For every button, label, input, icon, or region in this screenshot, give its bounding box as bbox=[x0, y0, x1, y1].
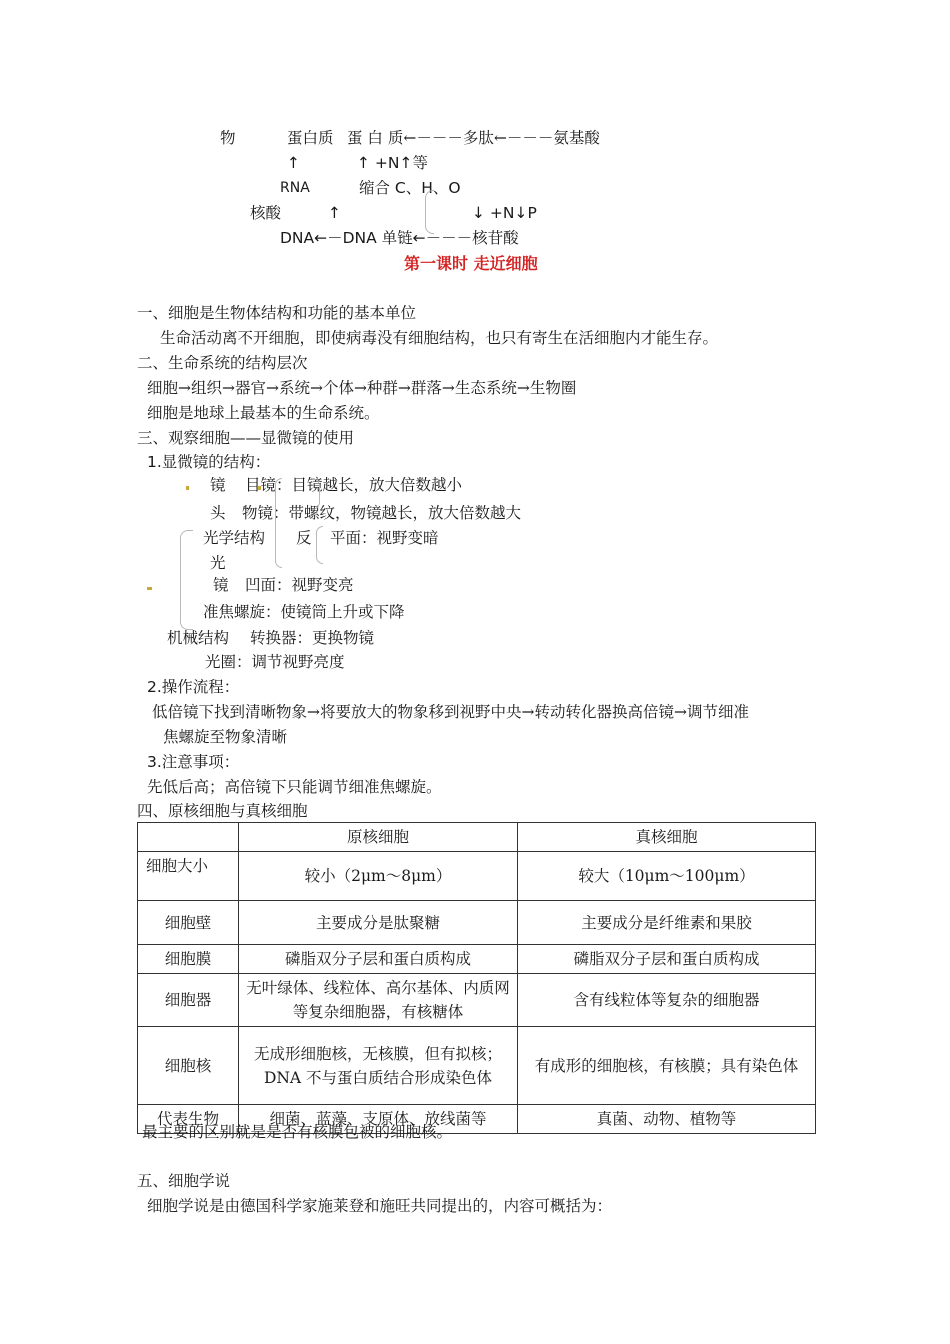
section-3-sub2: 2.操作流程： bbox=[147, 678, 240, 696]
ms-concave: 凹面：视野变亮 bbox=[245, 576, 354, 594]
table-cell: 磷脂双分子层和蛋白质构成 bbox=[518, 945, 816, 974]
mark-dot bbox=[147, 587, 152, 590]
table-cell: 主要成分是纤维素和果胶 bbox=[518, 901, 816, 945]
table-row-header: 细胞壁 bbox=[138, 901, 239, 945]
diagram-brace bbox=[425, 190, 434, 234]
ms-objective: 物镜：带螺纹，物镜越长，放大倍数越大 bbox=[242, 504, 522, 522]
table-cell: 细菌、蓝藻、支原体、放线菌等 bbox=[239, 1105, 518, 1134]
section-3-heading: 三、观察细胞——显微镜的使用 bbox=[137, 429, 355, 447]
section-3-sub3: 3.注意事项： bbox=[147, 753, 240, 771]
section-2-chain: 细胞→组织→器官→系统→个体→种群→群落→生态系统→生物圈 bbox=[147, 379, 577, 397]
table-cell: 有成形的细胞核，有核膜；具有染色体 bbox=[518, 1027, 816, 1105]
section-1-body: 生命活动离不开细胞，即使病毒没有细胞结构，也只有寄生在活细胞内才能生存。 bbox=[160, 329, 719, 347]
mark-dot bbox=[186, 486, 189, 490]
ms-flat: 平面：视野变暗 bbox=[330, 529, 439, 547]
table-row-header: 细胞大小 bbox=[138, 852, 239, 901]
table-cell: 较小（2μm～8μm） bbox=[239, 852, 518, 901]
table-cell: 磷脂双分子层和蛋白质构成 bbox=[239, 945, 518, 974]
diagram-rna: RNA bbox=[280, 180, 310, 196]
ms-guang: 光 bbox=[210, 554, 226, 572]
table-cell: 较大（10μm～100μm） bbox=[518, 852, 816, 901]
brace-lens-right bbox=[312, 478, 320, 510]
section-5-body: 细胞学说是由德国科学家施莱登和施旺共同提出的，内容可概括为： bbox=[147, 1197, 613, 1215]
section-3-caution: 先低后高；高倍镜下只能调节细准焦螺旋。 bbox=[147, 778, 442, 796]
ms-jing: 镜 bbox=[210, 476, 226, 494]
table-cell: 主要成分是肽聚糖 bbox=[239, 901, 518, 945]
diagram-up-arrow-2: ↑ +N↑等 bbox=[357, 154, 428, 172]
table-header-cell: 原核细胞 bbox=[239, 823, 518, 852]
table-row-header: 细胞器 bbox=[138, 974, 239, 1027]
section-1-heading: 一、细胞是生物体结构和功能的基本单位 bbox=[137, 304, 417, 322]
table-cell: 含有线粒体等复杂的细胞器 bbox=[518, 974, 816, 1027]
diagram-condensation: 缩合 C、H、O bbox=[359, 179, 461, 197]
diagram-up-arrow-1: ↑ bbox=[287, 154, 300, 172]
diagram-nucleic-acid: 核酸 bbox=[250, 204, 282, 222]
brace-optical bbox=[180, 530, 193, 630]
table-cell: 无叶绿体、线粒体、高尔基体、内质网等复杂细胞器，有核糖体 bbox=[239, 974, 518, 1027]
ms-jing2: 镜 bbox=[213, 576, 229, 594]
diagram-wu: 物 bbox=[220, 129, 236, 147]
ms-optical: 光学结构 bbox=[203, 529, 266, 547]
section-4-heading: 四、原核细胞与真核细胞 bbox=[137, 802, 308, 820]
section-3-flow-1: 低倍镜下找到清晰物象→将要放大的物象移到视野中央→转动转化器换高倍镜→调节细准 bbox=[152, 703, 749, 721]
diagram-up-arrow-3: ↑ bbox=[328, 204, 341, 222]
table-row bbox=[138, 974, 816, 1027]
table-cell: 无成形细胞核，无核膜，但有拟核；DNA 不与蛋白质结合形成染色体 bbox=[239, 1027, 518, 1105]
table-header-cell bbox=[138, 823, 239, 852]
ms-eyepiece: 目镜：目镜越长，放大倍数越小 bbox=[245, 476, 463, 494]
brace-mirror bbox=[316, 526, 323, 564]
brace-lens bbox=[275, 478, 282, 568]
section-3-sub1: 1.显微镜的结构： bbox=[147, 453, 271, 471]
section-5-heading: 五、细胞学说 bbox=[137, 1172, 231, 1190]
ms-focus: 准焦螺旋：使镜筒上升或下降 bbox=[203, 603, 405, 621]
section-2-heading: 二、生命系统的结构层次 bbox=[137, 354, 308, 372]
table-row-header: 代表生物 bbox=[138, 1105, 239, 1134]
table-row bbox=[138, 901, 816, 945]
table-cell: 真菌、动物、植物等 bbox=[518, 1105, 816, 1134]
diagram-np-arrow: ↓ +N↓P bbox=[472, 204, 537, 222]
page-title: 第一课时 走近细胞 bbox=[404, 254, 538, 273]
table-row-header: 细胞膜 bbox=[138, 945, 239, 974]
table-header-row bbox=[138, 823, 816, 852]
ms-mechanical: 机械结构 bbox=[167, 629, 230, 647]
ms-aperture: 光圈：调节视野亮度 bbox=[205, 653, 345, 671]
ms-nosepiece: 转换器：更换物镜 bbox=[250, 629, 375, 647]
section-4-note: 最主要的区别就是是否有核膜包被的细胞核。 bbox=[142, 1123, 453, 1141]
comparison-table bbox=[137, 822, 816, 1134]
ms-tou: 头 bbox=[210, 504, 226, 522]
diagram-protein-label: 蛋白质 bbox=[287, 129, 334, 147]
section-3-flow-2: 焦螺旋至物象清晰 bbox=[163, 728, 288, 746]
table-row bbox=[138, 852, 816, 901]
table-header-cell: 真核细胞 bbox=[518, 823, 816, 852]
diagram-protein-chain: 蛋 白 质←－－－多肽←－－－氨基酸 bbox=[347, 129, 600, 147]
table-row bbox=[138, 945, 816, 974]
diagram-dna-chain: DNA←－DNA 单链←－－－核苷酸 bbox=[280, 229, 519, 247]
table-row bbox=[138, 1027, 816, 1105]
ms-fan: 反 bbox=[296, 529, 312, 547]
section-2-note: 细胞是地球上最基本的生命系统。 bbox=[147, 404, 380, 422]
table-row-header: 细胞核 bbox=[138, 1027, 239, 1105]
